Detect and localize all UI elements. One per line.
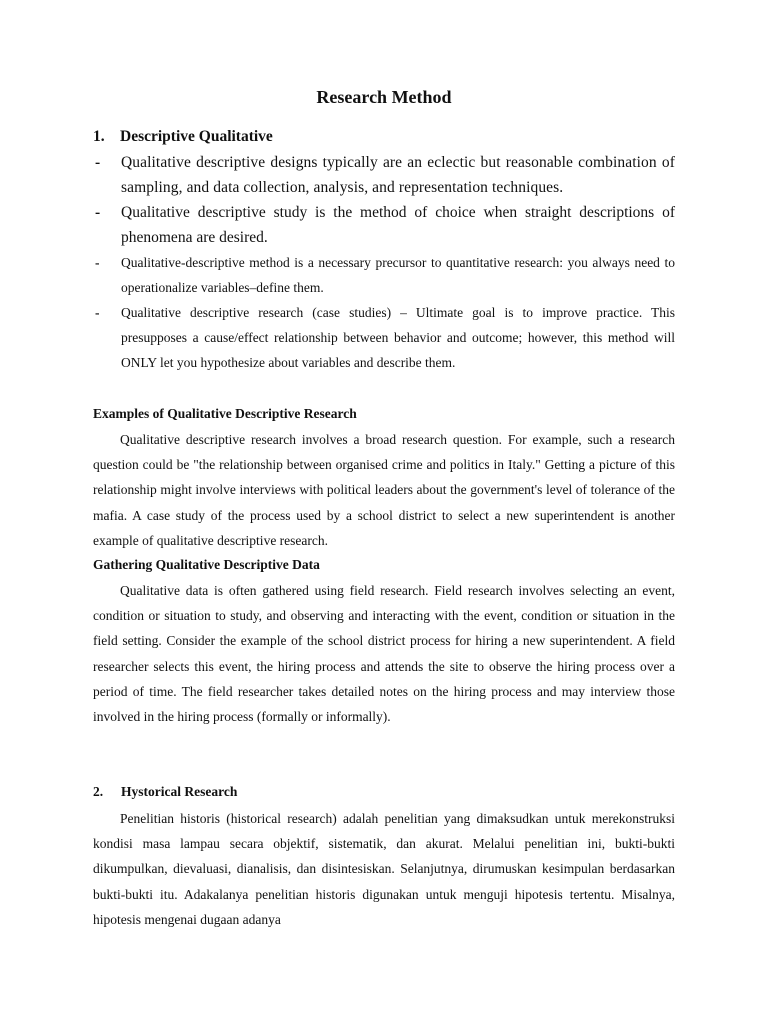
bullet-item <box>93 300 675 375</box>
bullet-text: Qualitative descriptive study is the method of choice when straight descriptions of phenomena are desired. <box>121 204 675 246</box>
examples-paragraph: Qualitative descriptive research involves a broad research question. For example, such a research question could be "the relationship between organised crime and politics in Italy." Getting a picture of this relationship might involve interviews with political leaders about the government's level of tolerance of the mafia. A case study of the process used by a school district to select a new superintendent is another example of qualitative descriptive research. <box>93 432 675 548</box>
bullet-item <box>93 250 675 300</box>
bullet-marker: - <box>95 255 100 270</box>
section-1-number: 1. <box>93 128 105 145</box>
gathering-paragraph: Qualitative data is often gathered using field research. Field research involves selecting an event, condition or situation to study, and observing and interacting with the event, condition or situation in the field setting. Consider the example of the school district process for hiring a new superintendent. A field researcher selects this event, the hiring process and attends the site to observe the hiring process over a period of time. The field researcher takes detailed notes on the hiring process and may interview those involved in the hiring process (formally or informally). <box>93 583 675 725</box>
section-2-heading <box>93 782 675 802</box>
section-2-title: Hystorical Research <box>121 784 238 799</box>
bullet-marker: - <box>95 305 100 320</box>
section-1-heading <box>93 127 273 147</box>
section-1-title: Descriptive Qualitative <box>120 128 273 145</box>
page-title: Research Method <box>316 87 452 107</box>
examples-section <box>93 404 675 553</box>
bullet-text: Qualitative descriptive research (case studies) – Ultimate goal is to improve practice. This presupposes a cause/effect relationship between behavior and outcome; however, this method will ONLY let you hypothesize about variables and describe them. <box>121 305 675 370</box>
bullet-item <box>93 200 675 250</box>
bullet-text: Qualitative descriptive designs typically are an eclectic but reasonable combination of sampling, and data collection, analysis, and representation techniques. <box>121 154 675 196</box>
bullet-text: Qualitative-descriptive method is a necessary precursor to quantitative research: you always need to operationalize variables–define them. <box>121 255 675 295</box>
section-2-paragraph: Penelitian historis (historical research) adalah penelitian yang dimaksudkan untuk merekonstruksi kondisi masa lampau secara objektif, sistematik, dan akurat. Melalui penelitian ini, bukti-bukti dikumpulkan, dievaluasi, dianalisis, dan disintesiskan. Selanjutnya, dirumuskan kesimpulan berdasarkan bukti-bukti itu. Adakalanya penelitian historis digunakan untuk menguji hipotesis tertentu. Misalnya, hipotesis mengenai dugaan adanya <box>93 811 675 927</box>
examples-heading: Examples of Qualitative Descriptive Research <box>93 406 357 421</box>
section-2-number: 2. <box>93 784 104 799</box>
bullet-marker: - <box>95 204 101 221</box>
section-2 <box>93 782 675 932</box>
gathering-section <box>93 555 675 729</box>
section-1-bullet-list <box>93 150 675 375</box>
bullet-marker: - <box>95 154 101 171</box>
bullet-item <box>93 150 675 200</box>
gathering-heading: Gathering Qualitative Descriptive Data <box>93 557 320 572</box>
